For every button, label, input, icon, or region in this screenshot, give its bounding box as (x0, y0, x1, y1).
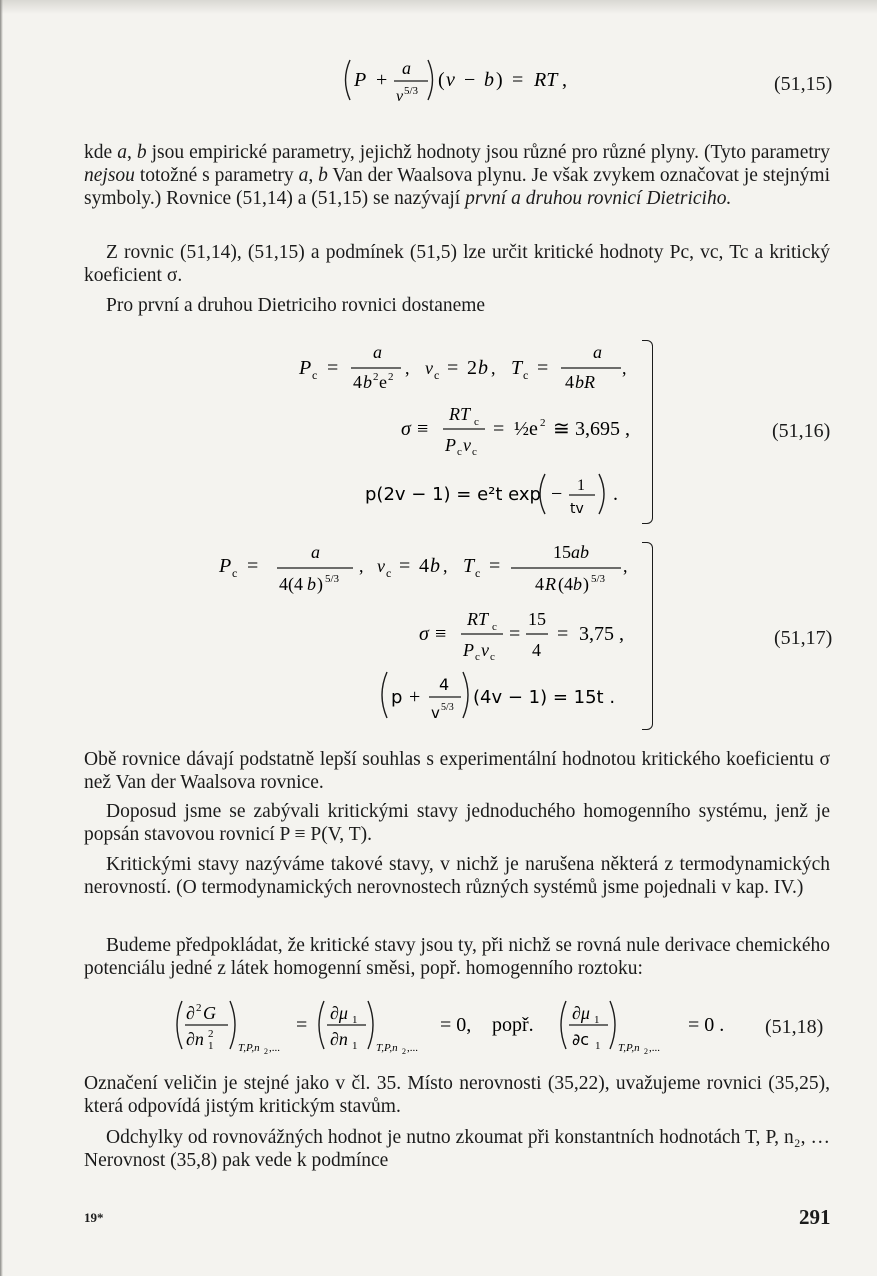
svg-text:b: b (430, 555, 440, 577)
svg-text:∂n: ∂n (330, 1029, 348, 1049)
svg-text:,: , (622, 358, 627, 378)
svg-text:,: , (562, 69, 567, 91)
svg-text:v: v (463, 435, 471, 455)
svg-text:=: = (509, 623, 521, 645)
svg-text:b: b (484, 69, 494, 91)
svg-text:): ) (496, 69, 503, 91)
svg-text:P: P (299, 357, 312, 379)
equation-51-17-render (215, 540, 655, 730)
svg-text:tv: tv (570, 501, 584, 517)
svg-text:σ: σ (419, 623, 429, 645)
svg-text:v: v (425, 358, 433, 378)
paragraph-5: Doposud jsme se zabývali kritickými stavy jednoduchého homogenního systému, jenž je popsán stavovou rovnicí P ≡ P(V, T). (84, 801, 830, 846)
svg-text:1: 1 (594, 1014, 600, 1026)
paragraph-9: Odchylky od rovnovážných hodnot je nutno zkoumat při konstantních hodnotách T, P, n₂, … Nerovnost (35,8) pak vede k podmínce (84, 1127, 830, 1172)
paragraph-7: Budeme předpokládat, že kritické stavy jsou ty, při nichž se rovná nule derivace chemického potenciálu jedné z látek homogenní směsi, popř. homogenního roztoku: (84, 935, 830, 980)
svg-text:b: b (363, 372, 372, 392)
p1-text-a: kde (84, 142, 118, 163)
svg-text:a: a (311, 542, 320, 562)
svg-text:5/3: 5/3 (441, 702, 454, 713)
svg-text:≡: ≡ (435, 623, 447, 645)
p1-text-k: Van der Waalsova plynu. Je však zvykem označovat je stejnými symboly.) Rovnice (51,14) a (51,15) se nazývají (84, 165, 830, 210)
svg-text:=: = (327, 357, 339, 379)
svg-text:v: v (431, 704, 440, 722)
svg-text:c: c (434, 368, 440, 382)
svg-text:5/3: 5/3 (325, 573, 340, 585)
equation-number-51-15: (51,15) (774, 73, 833, 95)
paragraph-1 (84, 141, 830, 211)
equation-number-51-17: (51,17) (774, 627, 833, 649)
svg-text:(4v − 1) = 15t .: (4v − 1) = 15t . (473, 687, 616, 708)
paragraph-2: Z rovnic (51,14), (51,15) a podmínek (51,5) lze určit kritické hodnoty Pc, vc, Tc a kritický koeficient σ. (84, 242, 830, 287)
svg-text:∂n: ∂n (186, 1029, 204, 1049)
p1-emphasis-nejsou: nejsou (84, 165, 135, 187)
svg-text:T: T (463, 555, 475, 577)
svg-text:½e: ½e (514, 418, 538, 440)
svg-text:RT: RT (467, 609, 489, 629)
svg-text:1: 1 (352, 1014, 358, 1026)
svg-text:3,695 ,: 3,695 , (575, 418, 630, 440)
svg-text:σ: σ (401, 418, 411, 440)
svg-text:b: b (573, 574, 582, 594)
svg-text:≡: ≡ (417, 418, 429, 440)
svg-text:4: 4 (439, 675, 450, 694)
svg-text:): ) (583, 574, 589, 594)
svg-text:P: P (463, 640, 474, 660)
paragraph-4: Obě rovnice dávají podstatně lepší souhlas s experimentální hodnotou kritického koeficientu σ než Van der Waalsova rovnice. (84, 749, 830, 794)
paragraph-6: Kritickými stavy nazýváme takové stavy, v nichž je narušena některá z termodynamických nerovností. (O termodynamických nerovnostech různých systémů jsme pojednali v kap. IV.) (84, 854, 830, 899)
svg-text:v: v (446, 69, 455, 91)
svg-text:2: 2 (388, 371, 394, 383)
p1-symbol-b: b (136, 142, 147, 163)
svg-text:,...: ,... (407, 1042, 418, 1054)
svg-text:,: , (491, 358, 496, 378)
svg-text:=: = (493, 418, 505, 440)
page-number: 291 (799, 1205, 831, 1229)
svg-text:2: 2 (467, 357, 477, 379)
svg-text:4(4: 4(4 (279, 574, 303, 594)
svg-text:a: a (402, 58, 411, 78)
p1-text-e: jsou empirické parametry, jejichž hodnoty jsou různé pro různé plyny. (Tyto parametry (146, 142, 831, 163)
svg-text:,...: ,... (649, 1042, 660, 1054)
equation-system-51-17 (215, 540, 655, 730)
p1-emphasis-rovnice: první a druhou rovnicí Dietriciho. (465, 188, 732, 210)
svg-text:2: 2 (208, 1028, 214, 1040)
svg-text:∂μ: ∂μ (330, 1003, 348, 1023)
svg-text:P: P (219, 555, 232, 577)
equation-brace-51-17 (642, 542, 653, 730)
svg-text:c: c (232, 566, 238, 580)
svg-text:4: 4 (353, 372, 362, 392)
svg-text:v: v (481, 640, 489, 660)
equation-51-16-render (295, 340, 655, 530)
p1-symbol-a2: a (298, 165, 309, 187)
svg-text:+: + (376, 69, 388, 91)
signature-mark: 19* (84, 1210, 104, 1225)
svg-text:4: 4 (565, 372, 574, 392)
svg-text:3,75 ,: 3,75 , (579, 623, 624, 645)
svg-text:=: = (512, 69, 524, 91)
svg-text:T,P,n: T,P,n (376, 1042, 398, 1054)
svg-text:bR: bR (575, 372, 595, 392)
equation-51-18-render (170, 995, 750, 1061)
svg-text:.: . (613, 483, 618, 505)
svg-text:=: = (537, 357, 549, 379)
svg-text:(4: (4 (558, 574, 573, 594)
equation-51-15 (340, 54, 600, 106)
svg-text:,: , (405, 358, 410, 378)
p1-symbol-a: a (117, 142, 127, 163)
svg-text:c: c (490, 651, 495, 663)
p1-text-g: totožné s parametry (134, 165, 299, 187)
svg-text:): ) (317, 574, 323, 594)
svg-text:1: 1 (352, 1040, 358, 1052)
svg-text:=: = (247, 555, 259, 577)
svg-text:≅: ≅ (553, 418, 570, 440)
svg-text:b: b (478, 357, 488, 379)
svg-text:b: b (307, 574, 316, 594)
p1-text-c: , (126, 142, 137, 163)
svg-text:=: = (557, 623, 569, 645)
svg-text:popř.: popř. (492, 1014, 534, 1036)
equation-system-51-16 (295, 340, 655, 530)
svg-text:−: − (551, 483, 563, 505)
svg-text:2: 2 (196, 1002, 202, 1014)
svg-text:RT: RT (534, 69, 558, 91)
svg-text:4: 4 (535, 574, 544, 594)
svg-text:,...: ,... (269, 1042, 280, 1054)
svg-text:RT: RT (449, 404, 471, 424)
svg-text:1: 1 (208, 1040, 214, 1052)
paragraph-8: Označení veličin je stejné jako v čl. 35. Místo nerovnosti (35,22), uvažujeme rovnici (35,25), která odpovídá jistým kritickým stavům. (84, 1073, 830, 1118)
svg-text:v: v (396, 88, 404, 105)
svg-text:c: c (312, 368, 318, 382)
svg-text:,: , (359, 556, 364, 576)
svg-text:2: 2 (540, 417, 546, 429)
svg-text:15: 15 (528, 609, 546, 629)
svg-text:c: c (457, 446, 462, 458)
svg-text:4: 4 (419, 555, 429, 577)
svg-text:T,P,n: T,P,n (238, 1042, 260, 1054)
p1-symbol-b2: b (318, 165, 328, 187)
svg-text:4: 4 (532, 640, 541, 660)
svg-text:+: + (409, 686, 421, 708)
svg-text:P: P (445, 435, 456, 455)
svg-text:∂μ: ∂μ (572, 1003, 590, 1023)
svg-text:(: ( (438, 69, 445, 91)
svg-text:=: = (447, 357, 459, 379)
svg-text:5/3: 5/3 (404, 85, 419, 97)
svg-text:2: 2 (644, 1047, 648, 1056)
svg-text:c: c (492, 621, 497, 633)
svg-text:∂: ∂ (186, 1003, 195, 1023)
svg-text:5/3: 5/3 (591, 573, 606, 585)
svg-text:e: e (379, 372, 387, 392)
equation-51-15-render (340, 54, 600, 106)
equation-number-51-18: (51,18) (765, 1016, 824, 1038)
svg-text:T,P,n: T,P,n (618, 1042, 640, 1054)
svg-text:ab: ab (571, 542, 589, 562)
svg-text:−: − (464, 69, 476, 91)
svg-text:a: a (593, 342, 602, 362)
svg-text:p(2v − 1) = e²t exp: p(2v − 1) = e²t exp (365, 484, 541, 505)
svg-text:= 0 .: = 0 . (688, 1014, 725, 1036)
svg-text:v: v (377, 556, 385, 576)
svg-text:P: P (354, 69, 367, 91)
svg-text:2: 2 (264, 1047, 268, 1056)
svg-text:c: c (386, 566, 392, 580)
svg-text:c: c (523, 368, 529, 382)
svg-text:1: 1 (595, 1040, 601, 1052)
svg-text:R: R (545, 574, 556, 594)
svg-text:c: c (475, 651, 480, 663)
svg-text:p: p (391, 687, 403, 708)
svg-text:a: a (373, 342, 382, 362)
equation-number-51-16: (51,16) (772, 420, 831, 442)
svg-text:=: = (296, 1014, 308, 1036)
svg-text:∂c: ∂c (572, 1030, 590, 1049)
svg-text:,: , (623, 556, 628, 576)
svg-text:c: c (474, 416, 479, 428)
svg-text:G: G (203, 1003, 216, 1023)
equation-brace-51-16 (642, 340, 653, 524)
svg-text:c: c (475, 566, 481, 580)
svg-text:15: 15 (553, 542, 571, 562)
svg-text:2: 2 (402, 1047, 406, 1056)
svg-text:=: = (489, 555, 501, 577)
equation-51-18 (170, 995, 750, 1061)
svg-text:,: , (443, 556, 448, 576)
svg-text:c: c (472, 446, 477, 458)
svg-text:= 0,: = 0, (440, 1014, 472, 1036)
svg-text:=: = (399, 555, 411, 577)
svg-text:T: T (511, 357, 523, 379)
svg-text:2: 2 (373, 371, 379, 383)
p1-text-i: , (308, 165, 319, 187)
svg-text:1: 1 (577, 477, 585, 494)
paragraph-3: Pro první a druhou Dietriciho rovnici dostaneme (106, 295, 486, 316)
